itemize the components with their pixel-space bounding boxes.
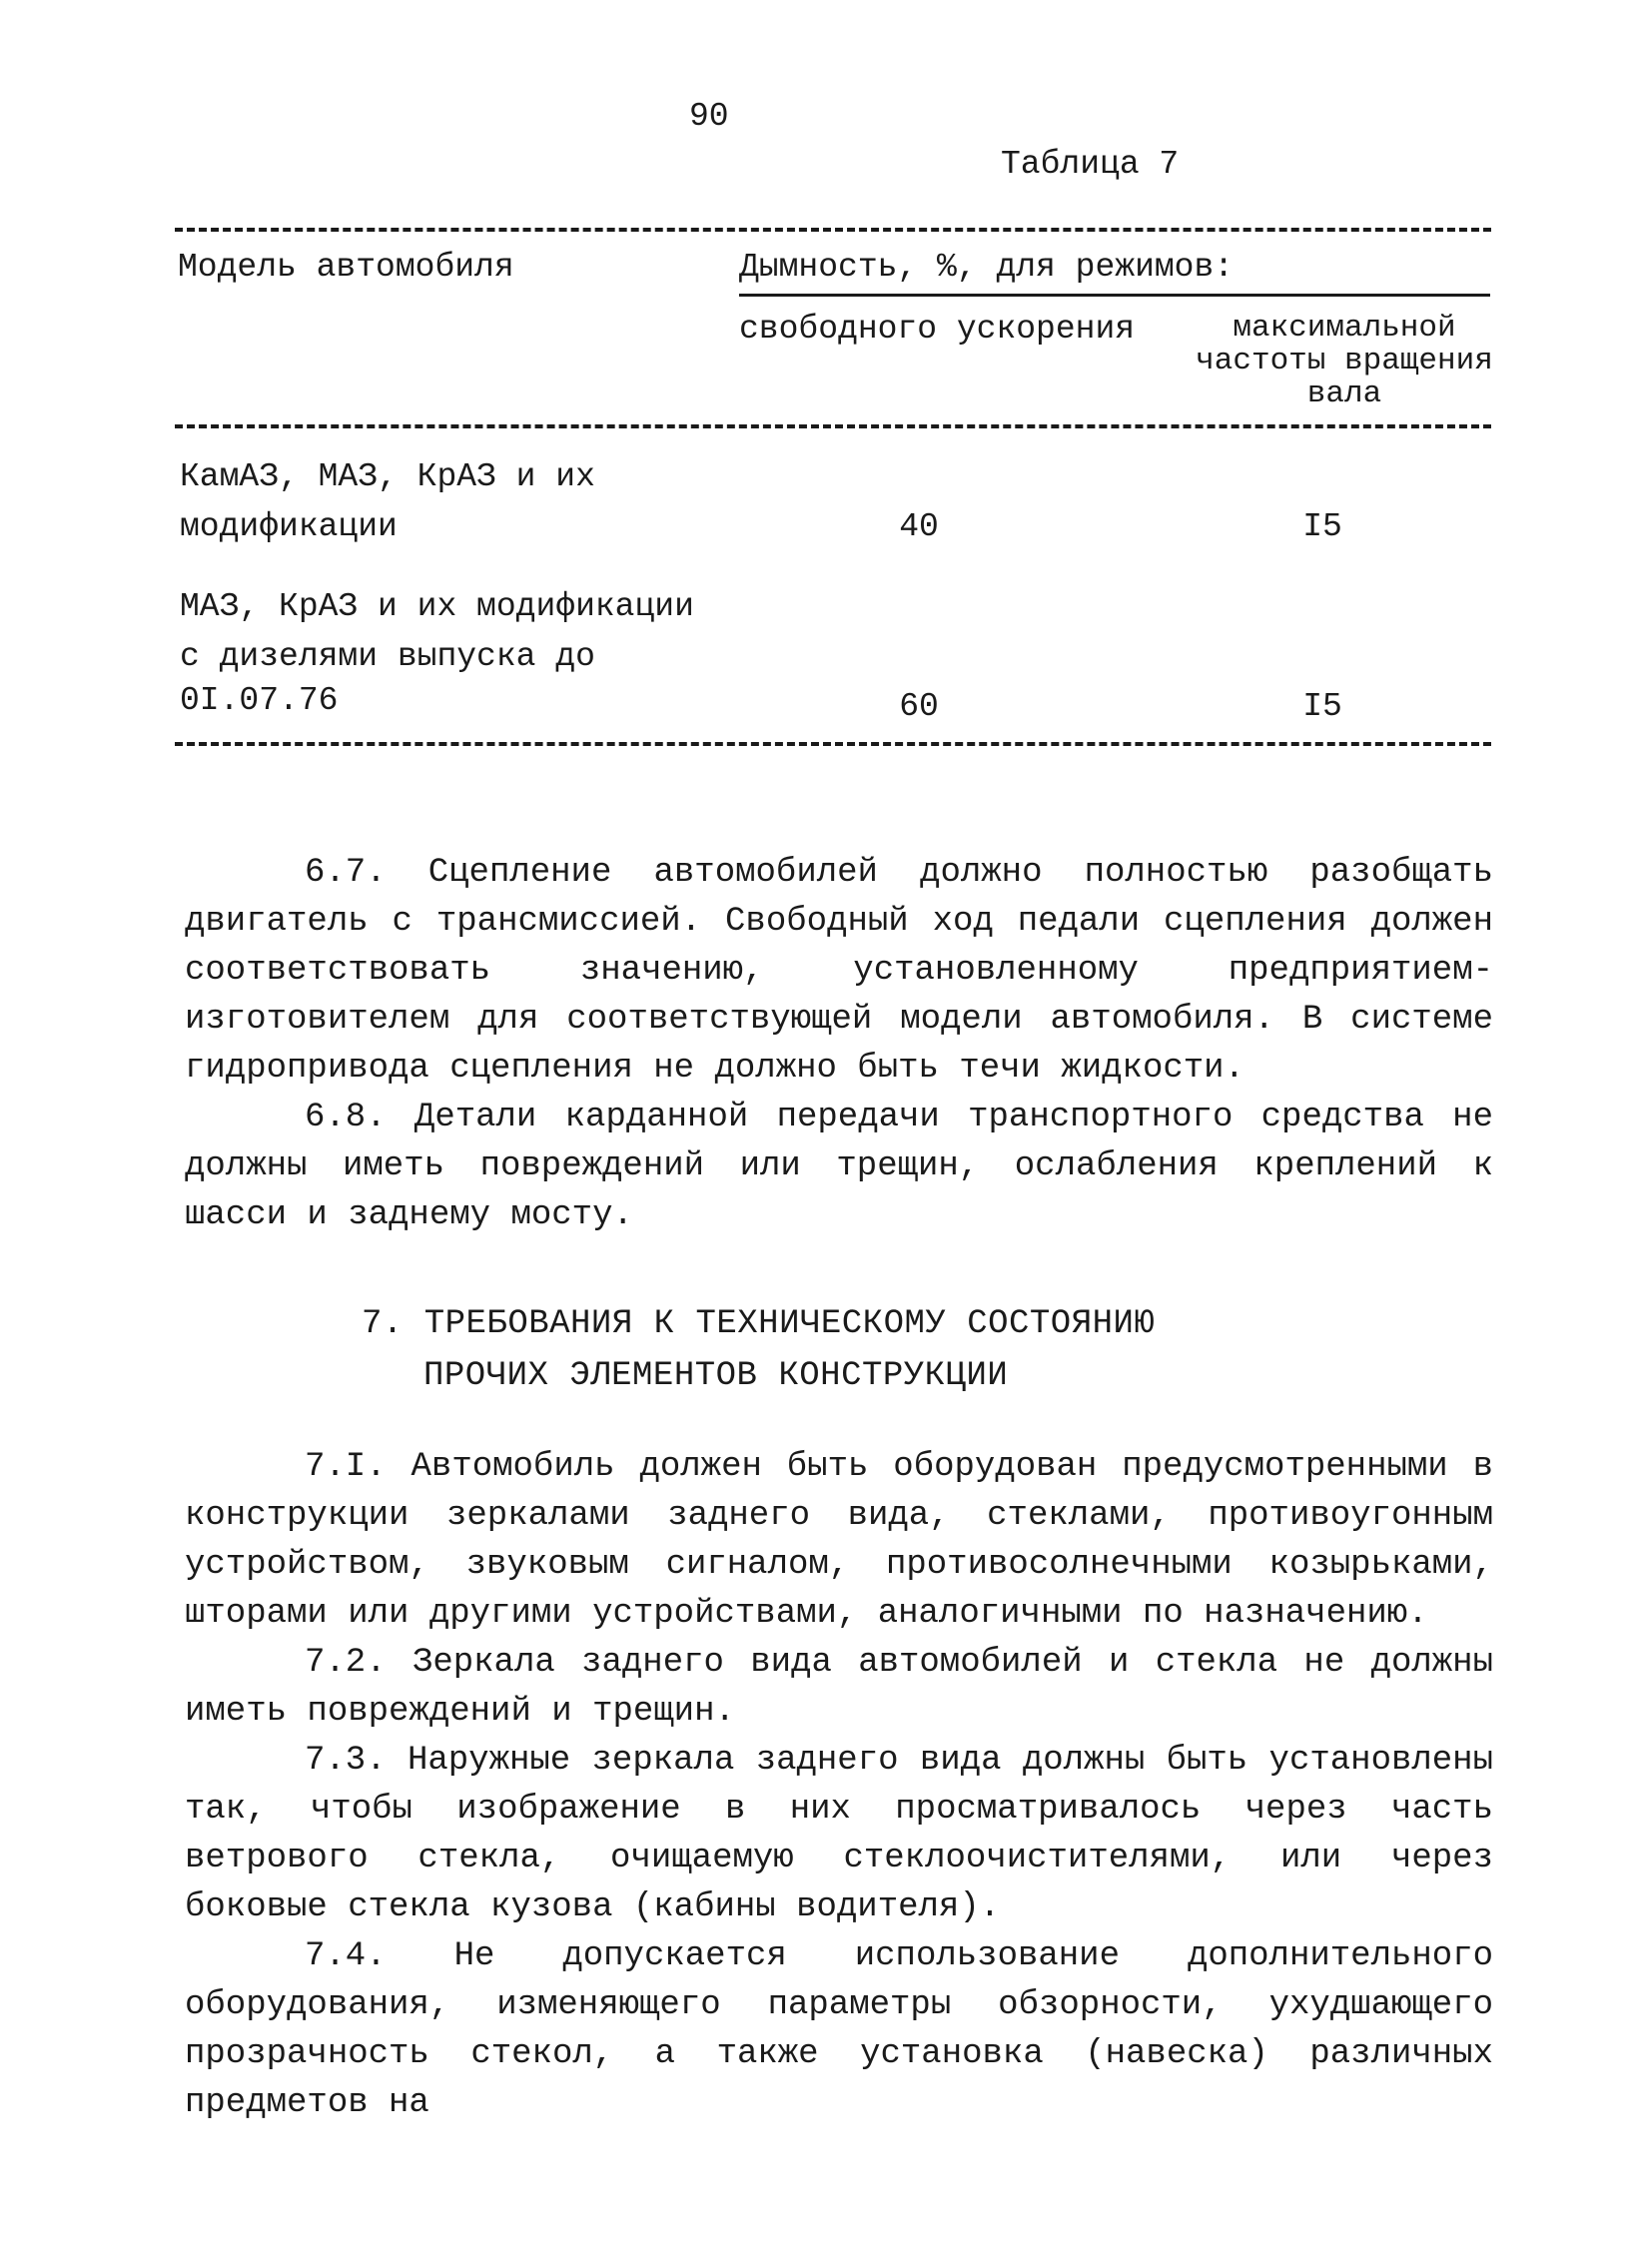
paragraph-7-2: 7.2. Зеркала заднего вида автомобилей и стекла не должны иметь повреждений и трещин. [185, 1644, 1493, 1731]
row-2-model-line-3: 0I.07.76 [180, 682, 339, 719]
row-2-model-line-1: МАЗ, КрАЗ и их модификации [180, 588, 694, 625]
page-number: 90 [689, 98, 729, 135]
column-header-smoke: Дымность, %, для режимов: [739, 249, 1235, 286]
header-underline-rule [739, 294, 1490, 297]
table-caption: Таблица 7 [1001, 146, 1180, 183]
section-7-heading [362, 1298, 1155, 1402]
row-1-model-line-1: КамАЗ, МАЗ, КрАЗ и их [180, 458, 595, 495]
paragraph-7-3: 7.3. Наружные зеркала заднего вида должны быть установлены так, чтобы изображение в них просматривалось через часть ветрового стекла, очищаемую стеклоочистителями, или через боковые стекла кузова (кабины водителя). [185, 1742, 1493, 1926]
column-header-max-speed [1195, 312, 1494, 410]
table-bottom-rule [175, 742, 1491, 746]
row-1-model-line-2: модификации [180, 508, 398, 545]
table-top-rule [175, 228, 1491, 232]
max-speed-line-1: максимальной [1233, 311, 1456, 346]
table-row-1-model [180, 455, 595, 549]
column-header-model: Модель автомобиля [178, 249, 514, 286]
paragraph-6-8: 6.8. Детали карданной передачи транспортного средства не должны иметь повреждений или трещин, ослабления креплений к шасси и заднему мосту. [185, 1099, 1493, 1234]
section-7-heading-line-1: 7. ТРЕБОВАНИЯ К ТЕХНИЧЕСКОМУ СОСТОЯНИЮ [362, 1305, 1156, 1343]
paragraph-7-4: 7.4. Не допускается использование дополнительного оборудования, изменяющего параметры обзорности, ухудшающего прозрачность стекол, а также установка (навеска) различных предметов на [185, 1937, 1493, 2122]
section-7-text [185, 1443, 1493, 2128]
table-row-1-max-speed: I5 [1302, 508, 1342, 545]
section-6-text [185, 849, 1493, 1240]
section-7-heading-line-2: ПРОЧИХ ЭЛЕМЕНТОВ КОНСТРУКЦИИ [423, 1357, 1009, 1395]
header-bottom-rule [175, 424, 1491, 428]
max-speed-line-2: частоты вращения [1196, 344, 1493, 378]
max-speed-line-3: вала [1306, 376, 1382, 411]
table-row-2-free-acceleration: 60 [899, 688, 939, 725]
column-header-free-acceleration: свободного ускорения [739, 311, 1136, 348]
table-row-1-free-acceleration: 40 [899, 508, 939, 545]
paragraph-6-7: 6.7. Сцепление автомобилей должно полностью разобщать двигатель с трансмиссией. Свободный ход педали сцепления должен соответствовать значению, установленному предприятием-изготовителем для соответствующей модели автомобиля. В системе гидропривода сцепления не должно быть течи жидкости. [185, 854, 1493, 1088]
table-row-2-model [180, 585, 694, 723]
paragraph-7-1: 7.I. Автомобиль должен быть оборудован предусмотренными в конструкции зеркалами заднего вида, стеклами, противоугонным устройством, звуковым сигналом, противосолнечными козырьками, шторами или другими устройствами, аналогичными по назначению. [185, 1448, 1493, 1633]
table-row-2-max-speed: I5 [1302, 688, 1342, 725]
row-2-model-line-2: с дизелями выпуска до [180, 638, 595, 675]
